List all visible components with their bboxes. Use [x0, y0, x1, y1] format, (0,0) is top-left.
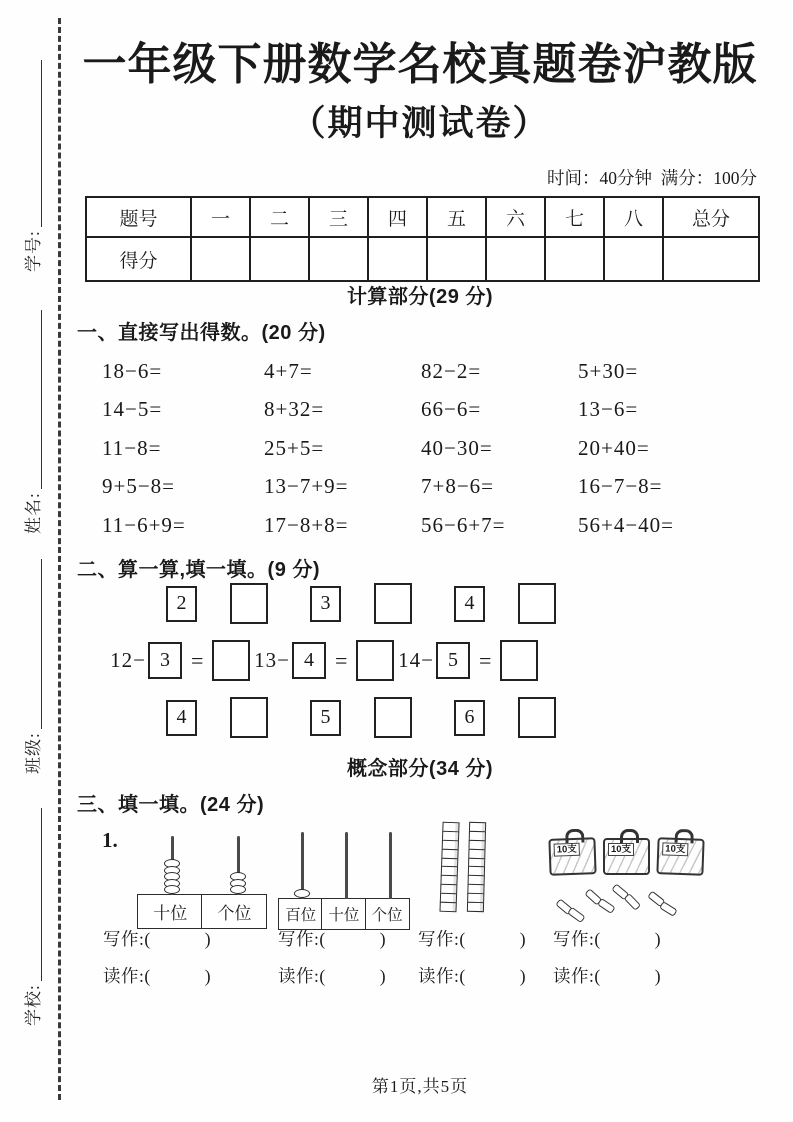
- margin-field-class: [20, 559, 46, 774]
- time-score-meta: 时间：40分钟 满分：100分: [547, 168, 757, 188]
- ones-rod: [382, 832, 400, 898]
- ten-block-rod: [439, 824, 459, 913]
- equals-sign: =: [335, 647, 348, 673]
- bead-icon: [294, 889, 310, 898]
- score-cell[interactable]: [309, 237, 368, 281]
- bag-icon: [548, 837, 596, 876]
- given-box: 4: [454, 586, 485, 622]
- given-box: 2: [166, 586, 197, 622]
- place-value-labels: [139, 894, 271, 929]
- ones-place-label: 个位: [201, 894, 267, 929]
- tens-rod: [163, 836, 181, 894]
- score-cell[interactable]: [604, 237, 663, 281]
- class-blank[interactable]: [41, 559, 42, 729]
- equation[interactable]: 66−6=: [421, 397, 482, 422]
- header-cell-question-no: 题号: [86, 197, 191, 237]
- equation[interactable]: 40−30=: [421, 435, 493, 460]
- write-blank[interactable]: 写作:( ): [103, 929, 212, 949]
- header-cell-4: 四: [368, 197, 427, 237]
- equation[interactable]: 11−6+9=: [102, 512, 186, 537]
- q2-top-row: [454, 583, 586, 624]
- given-box: 4: [292, 642, 326, 679]
- equation[interactable]: 5+30=: [578, 358, 639, 383]
- score-cell[interactable]: [486, 237, 545, 281]
- equation[interactable]: 82−2=: [421, 358, 482, 383]
- score-cell[interactable]: [427, 237, 486, 281]
- q2-mid-row: [386, 640, 586, 681]
- page-footer: 第1页,共5页: [371, 1077, 469, 1096]
- equation[interactable]: 56−6+7=: [421, 512, 506, 537]
- write-blank[interactable]: 写作:( ): [278, 929, 387, 949]
- school-label: 学校:: [24, 984, 43, 1026]
- page-title: 一年级下册数学名校真题卷沪教版: [82, 40, 758, 89]
- equation[interactable]: 17−8+8=: [264, 512, 349, 537]
- header-cell-6: 六: [486, 197, 545, 237]
- crayon-icon: [624, 893, 641, 910]
- q2-bottom-row: [454, 697, 586, 738]
- equals-sign: =: [191, 647, 204, 673]
- given-box: 5: [310, 700, 341, 736]
- bag-icon: [603, 838, 650, 875]
- equation[interactable]: 13−7+9=: [264, 474, 349, 499]
- score-cell[interactable]: [191, 237, 250, 281]
- student-id-blank[interactable]: [41, 60, 42, 227]
- read-blank[interactable]: 读作:( ): [103, 966, 212, 986]
- ten-block-rod: [467, 824, 486, 913]
- pen-bags-icon: [549, 838, 704, 875]
- score-cell[interactable]: [250, 237, 309, 281]
- name-blank[interactable]: [41, 310, 42, 489]
- score-table: [85, 196, 760, 282]
- header-cell-7: 七: [545, 197, 604, 237]
- header-cell-8: 八: [604, 197, 663, 237]
- score-cell[interactable]: [545, 237, 604, 281]
- answer-box[interactable]: [518, 697, 556, 738]
- base-ten-blocks-icon: [441, 824, 485, 912]
- minuend-text: 14−: [398, 648, 434, 672]
- ones-place-label: 个位: [365, 898, 410, 930]
- header-cell-total: 总分: [663, 197, 759, 237]
- header-cell-1: 一: [191, 197, 250, 237]
- bag-icon: [656, 837, 704, 876]
- class-label: 班级:: [24, 732, 43, 774]
- ones-rod: [229, 836, 247, 894]
- loose-pens-icon: [552, 886, 702, 932]
- equation[interactable]: 13−6=: [578, 397, 639, 422]
- bag-count-label: 10支: [608, 843, 634, 856]
- given-box: 6: [454, 700, 485, 736]
- q1-equation-grid: [102, 352, 747, 545]
- abacus-rods: [139, 836, 271, 894]
- q3-item-number: 1.: [102, 828, 118, 852]
- header-cell-3: 三: [309, 197, 368, 237]
- equation[interactable]: 8+32=: [264, 397, 325, 422]
- score-cell[interactable]: [368, 237, 427, 281]
- equation[interactable]: 25+5=: [264, 435, 325, 460]
- score-table-header-row: [86, 197, 759, 237]
- bag-count-label: 10支: [554, 843, 581, 857]
- school-blank[interactable]: [41, 808, 42, 981]
- equation[interactable]: 18−6=: [102, 358, 163, 383]
- write-blank[interactable]: 写作:( ): [553, 929, 662, 949]
- crayon-icon: [567, 907, 585, 923]
- write-blank[interactable]: 写作:( ): [418, 929, 527, 949]
- blockcell-icon: [439, 901, 456, 912]
- bead-icon: [164, 885, 180, 894]
- answer-column-4: [553, 928, 661, 1002]
- answer-box[interactable]: [518, 583, 556, 624]
- equals-sign: =: [479, 647, 492, 673]
- student-id-label: 学号:: [24, 230, 43, 272]
- concept-section-header: 概念部分(34 分): [346, 758, 494, 780]
- tens-rod: [337, 832, 355, 898]
- given-box: 3: [148, 642, 182, 679]
- answer-column-1: [103, 928, 211, 1002]
- score-cell-total[interactable]: [663, 237, 759, 281]
- given-box: 5: [436, 642, 470, 679]
- place-value-labels: [280, 898, 413, 930]
- margin-field-student-id: [20, 60, 46, 272]
- equation[interactable]: 9+5−8=: [102, 474, 176, 499]
- given-box: 4: [166, 700, 197, 736]
- abacus-rods: [280, 832, 413, 898]
- minuend-text: 12−: [110, 648, 146, 672]
- answer-box[interactable]: [500, 640, 538, 681]
- crayon-icon: [597, 898, 615, 914]
- header-cell-2: 二: [250, 197, 309, 237]
- equation[interactable]: 16−7−8=: [578, 474, 663, 499]
- read-blank[interactable]: 读作:( ): [418, 966, 527, 986]
- given-box: 3: [310, 586, 341, 622]
- read-blank[interactable]: 读作:( ): [553, 966, 662, 986]
- equation[interactable]: 11−8=: [102, 435, 162, 460]
- tens-place-label: 十位: [321, 898, 366, 930]
- equation[interactable]: 14−5=: [102, 397, 163, 422]
- blockcell-icon: [467, 901, 484, 912]
- crayon-icon: [659, 901, 677, 916]
- score-row-label: 得分: [86, 237, 191, 281]
- answer-column-2: [278, 928, 386, 1002]
- bag-count-label: 10支: [662, 842, 689, 856]
- hundreds-rod: [293, 832, 311, 898]
- equation[interactable]: 4+7=: [264, 358, 313, 383]
- tens-place-label: 十位: [137, 894, 203, 929]
- equation[interactable]: 56+4−40=: [578, 512, 675, 537]
- margin-field-name: [20, 310, 46, 534]
- margin-field-school: [20, 808, 46, 1026]
- hundreds-place-label: 百位: [278, 898, 323, 930]
- q2-group-3: [386, 583, 586, 738]
- equation[interactable]: 7+8−6=: [421, 474, 495, 499]
- q1-title: 一、直接写出得数。(20 分): [77, 322, 326, 344]
- name-label: 姓名:: [24, 492, 43, 534]
- q2-title: 二、算一算,填一填。(9 分): [77, 559, 321, 581]
- equation[interactable]: 20+40=: [578, 435, 650, 460]
- page-subtitle: （期中测试卷）: [290, 104, 550, 143]
- calc-section-header: 计算部分(29 分): [346, 286, 494, 308]
- score-table-score-row: [86, 237, 759, 281]
- dashed-cut-line: [58, 18, 61, 1100]
- answer-column-3: [418, 928, 526, 1002]
- header-cell-5: 五: [427, 197, 486, 237]
- abacus-two-rods-icon: [139, 836, 271, 929]
- bead-icon: [230, 885, 246, 894]
- read-blank[interactable]: 读作:( ): [278, 966, 387, 986]
- q3-title: 三、填一填。(24 分): [77, 794, 265, 816]
- abacus-three-rods-icon: [280, 832, 413, 930]
- minuend-text: 13−: [254, 648, 290, 672]
